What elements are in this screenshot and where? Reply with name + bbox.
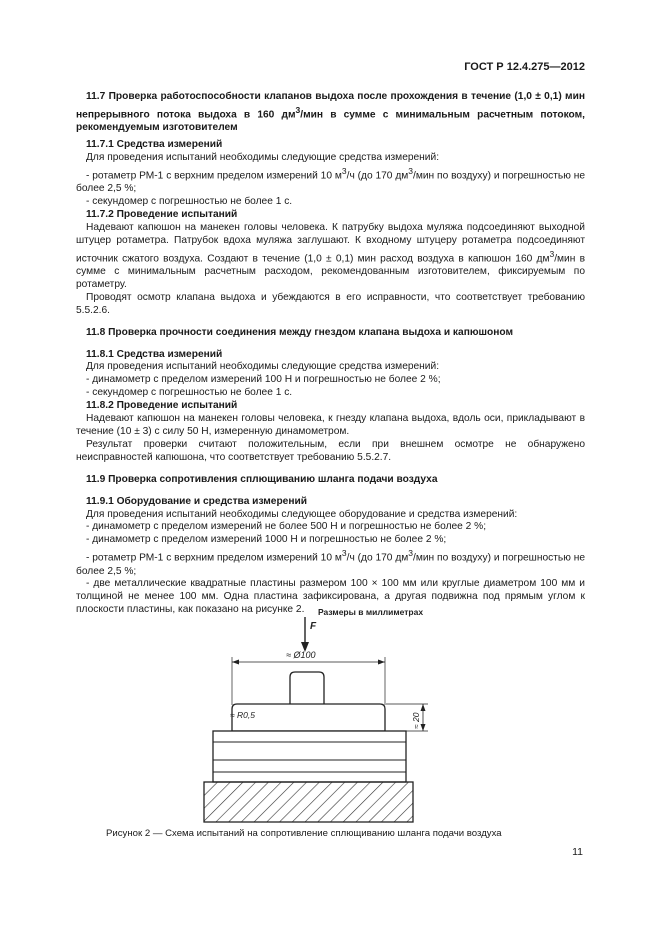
subsection-11-8-1-title: 11.8.1 Средства измерений xyxy=(86,348,223,360)
figure-2 xyxy=(76,605,585,845)
subsection-11-9-1-title: 11.9.1 Оборудование и средства измерений xyxy=(86,495,308,507)
height-approx-label: ≈ xyxy=(412,724,421,729)
section-11-9-title: 11.9 Проверка сопротивления сплющиванию шланга подачи воздуха xyxy=(86,473,438,485)
subsection-11-8-2-title: 11.8.2 Проведение испытаний xyxy=(86,400,238,412)
paragraph: Надевают капюшон на манекен головы человека, к гнезду клапана выдоха, вдоль оси, прикладывают в течение (10 ± 3) с силу 50 Н, измеренную динамометром. xyxy=(76,413,585,438)
section-11-7-title: 11.7 Проверка работоспособности клапанов выдоха после прохождения в течение (1,0 ± 0,1) мин непрерывного потока выдоха в 160 $дм^3$/мин в сумме с минимальным расчетным потоком, рекомендуемым изготовителем xyxy=(76,91,585,134)
page-number: 11 xyxy=(572,846,583,858)
paragraph: Надевают капюшон на манекен головы человека. К патрубку выдоха муляжа подсоединяют выходной штуцер ротаметра. Патрубок вдоха муляжа заглушают. К входному штуцеру ротаметра подсоединяют источник сжатого воздуха. Создают в течение (1,0 ± 0,1) мин расход воздуха в капюшон 160 $дм^3$/мин в сумме с минимальным расчетным расходом, рекомендованным изготовителем, фиксируемым по ротаметру. xyxy=(76,221,586,290)
fixed-plate xyxy=(204,782,413,822)
upper-plate-boss xyxy=(290,672,324,705)
paragraph: Для проведения испытаний необходимы следующее оборудование и средства измерений: xyxy=(86,508,518,520)
subsection-11-7-2-title: 11.7.2 Проведение испытаний xyxy=(86,209,238,221)
document-body xyxy=(76,91,585,617)
units-note: Размеры в миллиметрах xyxy=(318,607,424,617)
diameter-label: ≈ Ø100 xyxy=(286,650,316,660)
force-label: F xyxy=(310,621,317,632)
list-item: - ротаметр РМ-1 с верхним пределом измерений 10 $м^3/ч$ (до 170 $дм^3$/мин по воздуху) и погрешностью не более 2,5 %; xyxy=(76,165,585,195)
paragraph: Проводят осмотр клапана выдоха и убеждаются в его исправности, что соответствует требованию 5.5.2.6. xyxy=(76,291,585,316)
list-item: - ротаметр РМ-1 с верхним пределом измерений 10 $м^3/ч$ (до 170 $дм^3$/мин по воздуху) и погрешностью не более 2,5 %; xyxy=(76,548,585,577)
paragraph: Результат проверки считают положительным, если при внешнем осмотре не обнаружено неисправностей капюшона, что соответствует требованию 5.5.2.7. xyxy=(76,438,585,463)
subsection-11-7-1-title: 11.7.1 Средства измерений xyxy=(86,139,223,151)
list-item: - динамометр с пределом измерений не более 500 Н и погрешностью не более 2 %; xyxy=(86,521,487,533)
list-item: - две металлические квадратные пластины размером 100 × 100 мм или круглые диаметром 100 мм и толщиной не менее 100 мм. Одна пластина зафиксирована, а другая подвижна под прямым углом к плоскости пластины, как показано на рисунке 2. xyxy=(76,578,585,616)
paragraph: Для проведения испытаний необходимы следующие средства измерений: xyxy=(86,152,440,164)
test-scheme-drawing xyxy=(76,605,585,825)
air-hose xyxy=(213,731,406,782)
section-11-8-title: 11.8 Проверка прочности соединения между гнездом клапана выдоха и капюшоном xyxy=(86,326,514,338)
paragraph: Для проведения испытаний необходимы следующие средства измерений: xyxy=(86,361,440,373)
list-item: - динамометр с пределом измерений 1000 Н и погрешностью не более 2 %; xyxy=(86,534,447,546)
radius-label: ≈ R0,5 xyxy=(230,710,255,720)
list-item: - секундомер с погрешностью не более 1 с. xyxy=(86,387,293,399)
list-item: - секундомер с погрешностью не более 1 с. xyxy=(86,196,293,208)
figure-caption: Рисунок 2 — Схема испытаний на сопротивление сплющиванию шланга подачи воздуха xyxy=(106,828,502,839)
height-label: 20 xyxy=(411,712,421,722)
list-item: - динамометр с пределом измерений 100 Н и погрешностью не более 2 %; xyxy=(86,374,441,386)
standard-header: ГОСТ Р 12.4.275—2012 xyxy=(464,61,585,73)
